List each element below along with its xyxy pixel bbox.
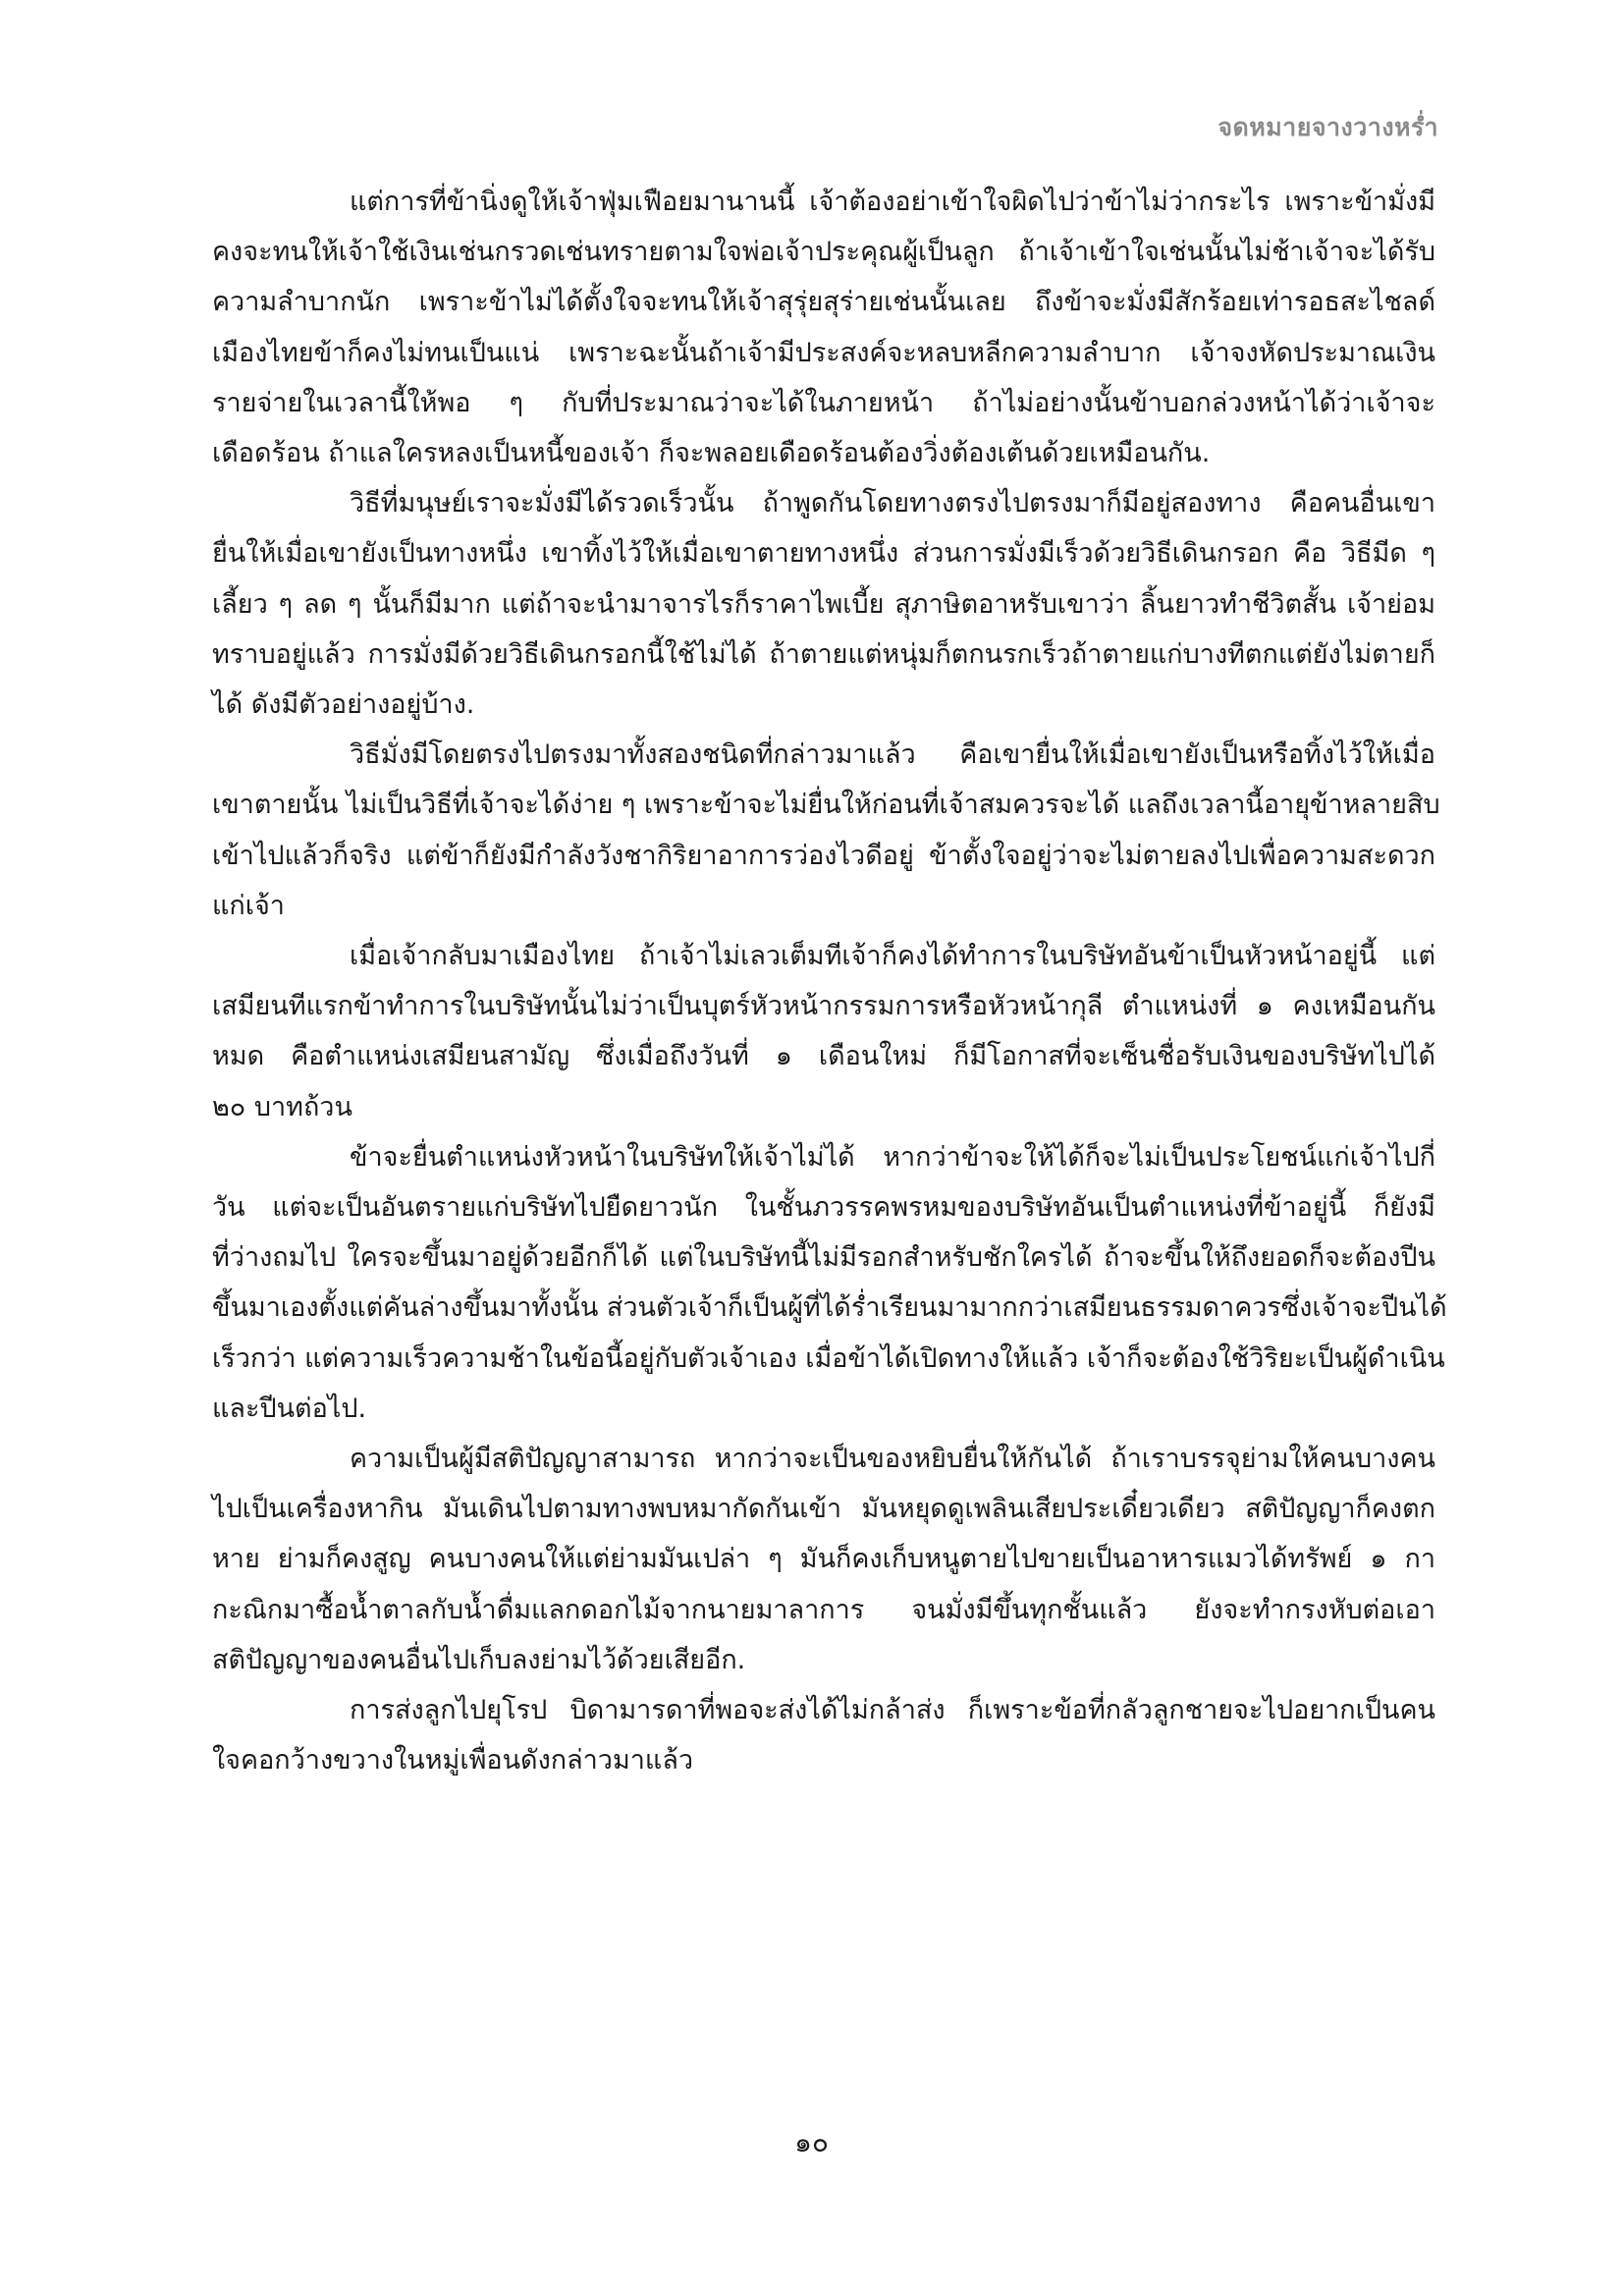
text-line: ได้ ดังมีตัวอย่างอยู่บ้าง. — [212, 689, 475, 721]
text-line: เข้าไปแล้วก็จริง แต่ข้าก็ยังมีกำลังวังชากิริยาอาการว่องไวดีอยู่ ข้าตั้งใจอยู่ว่าจะไม่ตายลงไปเพื่อความสะดวก — [212, 840, 1435, 871]
text-line: ใจคอกว้างขวางในหมู่เพื่อนดังกล่าวมาแล้ว — [212, 1745, 694, 1777]
page-number: ๑๐ — [794, 2126, 829, 2159]
text-line: ไปเป็นเครื่องหากิน มันเดินไปตามทางพบหมากัดกันเข้า มันหยุดดูเพลินเสียประเดี๋ยวเดียว สติปัญญาก็คงตก — [212, 1494, 1435, 1525]
text-line: ที่ว่างถมไป ใครจะขึ้นมาอยู่ด้วยอีกก็ได้ แต่ในบริษัทนี้ไม่มีรอกสำหรับชักใครได้ ถ้าจะขึ้นให้ถึงยอดก็จะต้องปีน — [212, 1242, 1435, 1274]
text-line: แก่เจ้า — [212, 890, 285, 921]
text-line: เสมียนทีแรกข้าทำการในบริษัทนั้นไม่ว่าเป็นบุตร์หัวหน้ากรรมการหรือหัวหน้ากุลี ตำแหน่งที่ ๑ คงเหมือนกัน — [212, 991, 1435, 1022]
text-line: เมืองไทยข้าก็คงไม่ทนเป็นแน่ เพราะฉะนั้นถ้าเจ้ามีประสงค์จะหลบหลีกความลำบาก เจ้าจงหัดประมาณเงิน — [212, 337, 1435, 368]
text-line: วิธีที่มนุษย์เราจะมั่งมีได้รวดเร็วนั้น ถ้าพูดกันโดยทางตรงไปตรงมาก็มีอยู่สองทาง คือคนอื่นเขา — [350, 488, 1435, 519]
paragraph — [212, 1434, 1435, 1685]
text-line: หาย ย่ามก็คงสูญ คนบางคนให้แต่ย่ามมันเปล่า ๆ มันก็คงเก็บหนูตายไปขายเป็นอาหารแมวได้ทรัพย์ ๑ กา — [212, 1544, 1435, 1575]
text-line: การส่งลูกไปยุโรป บิดามารดาที่พอจะส่งได้ไม่กล้าส่ง ก็เพราะข้อที่กลัวลูกชายจะไปอยากเป็นคน — [350, 1695, 1435, 1726]
text-line: ขึ้นมาเองตั้งแต่คันล่างขึ้นมาทั้งนั้น ส่วนตัวเจ้าก็เป็นผู้ที่ได้ร่ำเรียนมามากกว่าเสมียนธรรมดาควรซึ่งเจ้าจะปีนได้ — [212, 1292, 1447, 1324]
text-line: ข้าจะยื่นตำแหน่งหัวหน้าในบริษัทให้เจ้าไม่ได้ หากว่าข้าจะให้ได้ก็จะไม่เป็นประโยชน์แก่เจ้าไปกี่ — [350, 1141, 1435, 1173]
text-line: วัน แต่จะเป็นอันตรายแก่บริษัทไปยืดยาวนัก ในชั้นภวรรคพรหมของบริษัทอันเป็นตำแหน่งที่ข้าอยู่นี้ ก็ยังมี — [212, 1192, 1435, 1224]
paragraph — [212, 1132, 1447, 1434]
paragraph — [212, 1685, 1435, 1785]
text-line: คงจะทนให้เจ้าใช้เงินเช่นกรวดเช่นทรายตามใจพ่อเจ้าประคุณผู้เป็นลูก ถ้าเจ้าเข้าใจเช่นนั้นไม่ช้าเจ้าจะได้รับ — [212, 237, 1435, 268]
text-line: หมด คือตำแหน่งเสมียนสามัญ ซึ่งเมื่อถึงวันที่ ๑ เดือนใหม่ ก็มีโอกาสที่จะเซ็นชื่อรับเงินของบริษัทไปได้ — [212, 1041, 1435, 1072]
text-line: สติปัญญาของคนอื่นไปเก็บลงย่ามไว้ด้วยเสียอีก. — [212, 1644, 746, 1675]
text-line: เดือดร้อน ถ้าแลใครหลงเป็นหนี้ของเจ้า ก็จะพลอยเดือดร้อนต้องวิ่งต้องเต้นด้วยเหมือนกัน. — [212, 438, 1211, 469]
text-line: เขาตายนั้น ไม่เป็นวิธีที่เจ้าจะได้ง่าย ๆ เพราะข้าจะไม่ยื่นให้ก่อนที่เจ้าสมควรจะได้ แลถึงเวลานี้อายุข้าหลายสิบ — [212, 790, 1440, 821]
text-line: แต่การที่ข้านิ่งดูให้เจ้าฟุ่มเฟือยมานานนี้ เจ้าต้องอย่าเข้าใจผิดไปว่าข้าไม่ว่ากระไร เพราะข้ามั่งมี — [350, 187, 1435, 217]
paragraph — [212, 177, 1435, 478]
text-line: วิธีมั่งมีโดยตรงไปตรงมาทั้งสองชนิดที่กล่าวมาแล้ว คือเขายื่นให้เมื่อเขายังเป็นหรือทิ้งไว้ให้เมื่อ — [350, 739, 1435, 771]
text-line: เร็วกว่า แต่ความเร็วความช้าในข้อนี้อยู่กับตัวเจ้าเอง เมื่อข้าได้เปิดทางให้แล้ว เจ้าก็จะต้องใช้วิริยะเป็นผู้ดำเนิน — [212, 1342, 1445, 1374]
text-line: เลี้ยว ๆ ลด ๆ นั้นก็มีมาก แต่ถ้าจะนำมาจารไรก็ราคาไพเบี้ย สุภาษิตอาหรับเขาว่า ลิ้นยาวทำชีวิตสั้น เจ้าย่อม — [212, 588, 1435, 620]
text-line: เมื่อเจ้ากลับมาเมืองไทย ถ้าเจ้าไม่เลวเต็มทีเจ้าก็คงได้ทำการในบริษัทอันข้าเป็นหัวหน้าอยู่นี้ แต่ — [350, 941, 1435, 972]
text-line: ความลำบากนัก เพราะข้าไม่ได้ตั้งใจจะทนให้เจ้าสุรุ่ยสุร่ายเช่นนั้นเลย ถึงข้าจะมั่งมีสักร้อยเท่ารอธสะไชลด์ — [212, 287, 1435, 318]
text-line: ยื่นให้เมื่อเขายังเป็นทางหนึ่ง เขาทิ้งไว้ให้เมื่อเขาตายทางหนึ่ง ส่วนการมั่งมีเร็วด้วยวิธีเดินกรอก คือ วิธีมีด ๆ — [212, 538, 1435, 570]
body-text — [212, 177, 1447, 1786]
text-line: ความเป็นผู้มีสติปัญญาสามารถ หากว่าจะเป็นของหยิบยื่นให้กันได้ ถ้าเราบรรจุย่ามให้คนบางคน — [350, 1444, 1435, 1475]
paragraph — [212, 478, 1435, 730]
paragraph — [212, 931, 1435, 1132]
text-line: และปีนต่อไป. — [212, 1393, 367, 1424]
text-line: กะณิกมาซื้อน้ำตาลกับน้ำดื่มแลกดอกไม้จากนายมาลาการ จนมั่งมีขึ้นทุกชั้นแล้ว ยังจะทำกรงหับต่อเอา — [212, 1594, 1435, 1625]
text-line: ทราบอยู่แล้ว การมั่งมีด้วยวิธีเดินกรอกนี้ใช้ไม่ได้ ถ้าตายแต่หนุ่มก็ตกนรกเร็วถ้าตายแก่บางทีตกแต่ยังไม่ตายก็ — [212, 638, 1435, 670]
running-header-title: จดหมายจางวางหร่ำ — [1217, 113, 1438, 141]
text-line: รายจ่ายในเวลานี้ให้พอ ๆ กับที่ประมาณว่าจะได้ในภายหน้า ถ้าไม่อย่างนั้นข้าบอกล่วงหน้าได้ว่าเจ้าจะ — [212, 387, 1435, 418]
paragraph — [212, 730, 1440, 931]
text-line: ๒๐ บาทถ้วน — [212, 1091, 352, 1122]
